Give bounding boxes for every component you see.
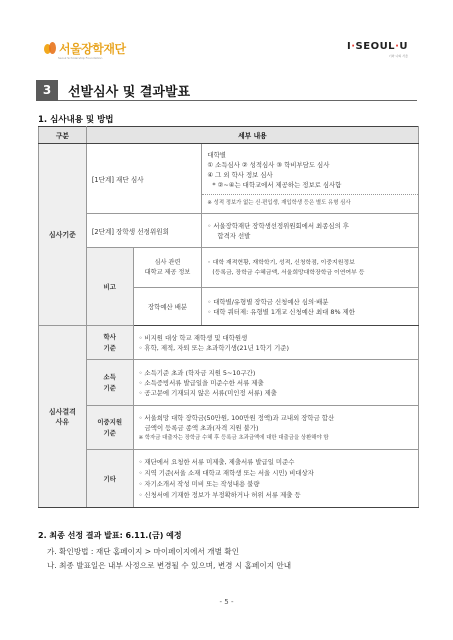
seoul-logo <box>347 41 408 58</box>
stage1-line: ① 소득심사 ② 성적심사 ③ 학비부담도 심사 <box>207 161 330 169</box>
review-label-line: 심사 관련 <box>154 258 181 266</box>
review-line: (등록금, 장학금 수혜금액, 서울희망대학장학금 이연여부 등 <box>212 269 365 276</box>
section-title: 선발심사 및 결과발표 <box>68 84 191 100</box>
col-header-detail: 세부 내용 <box>86 127 418 144</box>
row-label-duplicate <box>86 406 133 450</box>
seoul-logo-sub: 너와 나의 서울 <box>388 54 408 58</box>
category-line: 사유 <box>55 417 70 426</box>
detail-line: ◦ 공고문에 기재되지 않은 서류(미인정 서류) 제출 <box>138 388 277 397</box>
row-label-line: 기준 <box>103 343 116 352</box>
detail-line: 금액이 등록금 종액 초과(자격 지원 불가) <box>144 423 259 432</box>
note-label: 비고 <box>86 248 133 326</box>
budget-line: ◦ 대학별/유형별 장학금 신청예산 심의·배분 <box>207 297 329 306</box>
detail-line: ◦ 서울희망 대학 장학금(50만원, 100만원 정액)과 교내외 장학금 합산 <box>138 413 335 422</box>
detail-line: ◦ 소득증빙서류 발급일을 미준수한 서류 제출 <box>138 378 264 387</box>
budget-detail <box>202 288 419 326</box>
detail-line: ◦ 휴학, 제적, 자퇴 또는 초과학기생(21년 1학기 기준) <box>138 343 289 352</box>
review-detail <box>202 248 419 288</box>
category-disqualify <box>39 326 87 508</box>
category-screening: 심사기준 <box>39 144 87 326</box>
section-heading <box>36 80 417 101</box>
row-label-other: 기타 <box>86 450 133 508</box>
budget-line: ◦ 대학 쿼터제: 유형별 1개교 신청예산 최대 8% 제한 <box>207 307 355 316</box>
detail-line: ◦ 지역 기준(서울 소재 대학교 재학생 또는 서울 시민) 비대상자 <box>138 468 314 477</box>
row-label-income <box>86 360 133 406</box>
result-section <box>38 530 291 573</box>
stage1-note: ※ 성적 정보가 없는 신·편입생, 재입학생 등은 별도 유형 심사 <box>202 194 418 211</box>
row-label-line: 기준 <box>103 383 116 392</box>
subsection-title-2: 2. 최종 선정 결과 발표: 6.11.(금) 예정 <box>38 531 182 540</box>
row-label-line: 기준 <box>103 428 116 437</box>
seoul-logo-text: I·SEOUL·U <box>346 41 408 52</box>
section-number: 3 <box>36 80 58 101</box>
detail-line: ◦ 소득기준 초과 (학자금 지원 5~10구간) <box>138 368 256 377</box>
row-label-line: 이중지원 <box>97 417 123 426</box>
detail-note: ※ 학자금 대출자는 장학금 수혜 후 등록금 초과금액에 대한 대출금을 상환해야 함 <box>138 434 329 441</box>
detail-line: ◦ 자기소개서 작성 미비 또는 작성내용 불량 <box>138 479 260 488</box>
col-header-category: 구분 <box>39 127 87 144</box>
row-detail-duplicate <box>133 406 418 450</box>
category-line: 심사결격 <box>48 407 76 416</box>
row-label-line: 학사 <box>103 332 116 341</box>
stage1-line: 대학별 <box>207 151 226 159</box>
foundation-logo <box>44 42 126 56</box>
review-line: ◦ 대학 재적현황, 재학학기, 성적, 신청학점, 이중지원정보 <box>207 259 355 266</box>
detail-line: ◦ 재단에서 요청한 서류 미제출, 제출서류 발급일 미준수 <box>138 457 295 466</box>
screening-table <box>38 126 419 508</box>
stage1-line: ④ 그 외 학사 정보 심사 <box>207 171 273 179</box>
stage2-detail <box>202 214 419 248</box>
row-label-line: 소득 <box>103 372 116 381</box>
stage1-label: [1단계] 재단 심사 <box>86 144 202 214</box>
budget-label: 장학예산 배분 <box>133 288 202 326</box>
subsection-title-1: 1. 심사내용 및 방법 <box>38 115 114 125</box>
foundation-logo-text: 서울장학재단 <box>59 42 126 56</box>
row-detail-income <box>133 360 418 406</box>
result-line: 나. 최종 발표일은 내부 사정으로 변경될 수 있으며, 변경 시 홈페이지 안내 <box>47 561 292 570</box>
result-line: 가. 확인방법 : 재단 홈페이지 > 마이페이지에서 개별 확인 <box>47 547 240 556</box>
stage2-line: ◦ 서울장학재단 장학생선정위원회에서 최종심의 후 <box>207 221 349 230</box>
row-detail-academic <box>133 326 418 360</box>
stage1-detail <box>202 144 419 214</box>
row-detail-other <box>133 450 418 508</box>
row-label-academic <box>86 326 133 360</box>
foundation-logo-mark <box>44 42 56 56</box>
detail-line: ◦ 신청서에 기재한 정보가 부정확하거나 허위 서류 제출 등 <box>138 490 301 499</box>
review-label-line: 대학교 제공 정보 <box>144 268 191 276</box>
stage2-label: [2단계] 장학생 선정위원회 <box>86 214 202 248</box>
review-label <box>133 248 202 288</box>
stage2-line: 합격자 선발 <box>217 231 251 240</box>
stage1-line: * ②~④는 대학교에서 제공하는 정보로 심사함 <box>212 181 342 189</box>
foundation-logo-sub: Seoul Scholarship Foundation <box>58 56 103 60</box>
page-header <box>0 0 453 70</box>
page-number: - 5 - <box>219 598 234 606</box>
detail-line: ◦ 비지원 대상 학교 재학생 및 대학원생 <box>138 333 248 342</box>
